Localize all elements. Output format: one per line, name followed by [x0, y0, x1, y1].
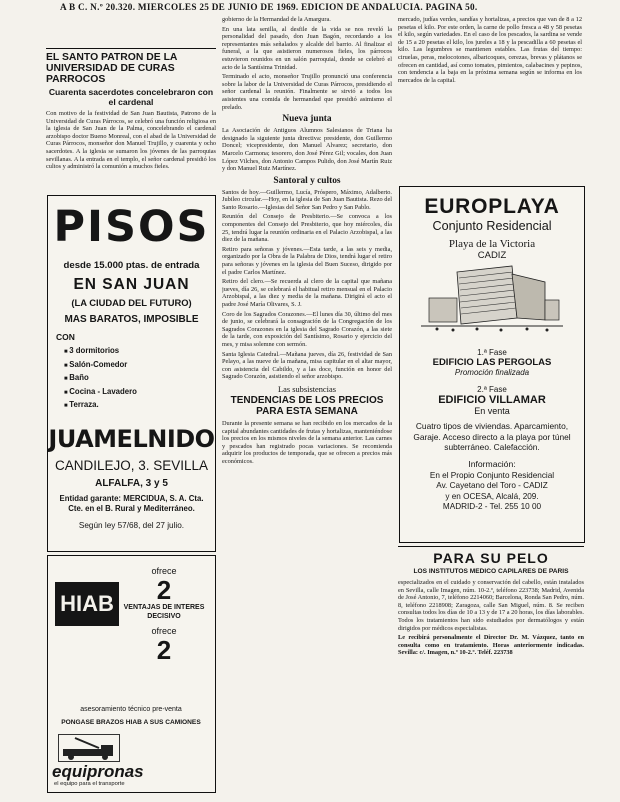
middle-paragraph-1: En una lata senilla, al desfile de la vida se nos reveló la personalidad del pasado, don Juan Bagón, recordando a los representantes más señalados y alcalde del barrio. Al finalizar el funeral, a la que asistieron numerosos fieles, los párrocos estuvieron reunidos en un salón parroquial, donde se celebró el acto de la Santísima Trinidad. — [222, 25, 392, 71]
bullet-icon: ■ — [64, 349, 70, 355]
pisos-location: EN SAN JUAN — [73, 276, 190, 293]
pisos-alfalfa: ALFALFA, 3 y 5 — [95, 477, 168, 489]
pelo-rule — [398, 546, 584, 547]
europlaya-building-illustration — [417, 264, 567, 334]
saints-body: Santos de hoy.—Guillermo, Lucía, Próspero, Máximo, Adalberto. Jubileo circular.—Hoy, en la iglesia de San Juan Bautista. Rezo del Santo Rosario.—Iglesias del Señor San Pedro y San Pablo. — [222, 188, 392, 211]
hiab-crane-image — [58, 734, 120, 762]
truck-crane-icon — [59, 735, 119, 761]
europlaya-office-2: Av. Cayetano del Toro - CADIZ — [436, 481, 548, 491]
pisos-address: CANDILEJO, 3. SEVILLA — [54, 457, 209, 473]
retreat-body: Retiro para señoras y jóvenes.—Esta tarde, a las seis y media, organizado por la Obra de la Palabra de Dios, tendrá lugar el retiro para señoras y jóvenes en la iglesia del Buen Suceso, dirigido por el padre Carlos Martínez. — [222, 245, 392, 276]
article-body: Con motivo de la festividad de San Juan Bautista, Patrono de la Universidad de Curas Párrocos, se celebró una función religiosa en la iglesia de San Juan de la Palma, concelebrando el cardenal arzobispo doctor Bueno Monreal, con el abad de la Universidad de Curas Párrocos, monseñor don Manuel Trujillo, y cuarenta y ocho sacerdotes. A la iglesia se sumaron los jóvenes de las parroquias sevillanas. A la entrada en el templo, el señor cardenal presidió los cultos y administró la comunión a muchos fieles. — [46, 110, 216, 171]
europlaya-building2: EDIFICIO VILLAMAR — [438, 394, 546, 406]
pelo-body: especializados en el cuidado y conservación del cabello, están instalados en Sevilla, calle Imagen, núm. 10-2.º, teléfono 223738; Madrid, Avenida de José Antonio, 7, teléfono 2214060; Barcelona, Ronda San Pedro, núm. 8, teléfono 2218908; Zaragoza, calle San Miguel, núm. 8. Se reciben consultas todos los días de 10 a 13 y de 17 a 20 horas, los días laborables. Todos los tratamientos han sido estudiados por dermatólogos y están dirigidos por médicos especialistas. — [398, 579, 584, 632]
europlaya-office-4: MADRID-2 - Tel. 255 10 00 — [442, 502, 542, 512]
hiab-offer1-number: 2 — [156, 575, 172, 605]
pisos-con: CON — [56, 332, 75, 342]
clergy-body: Retiro del clero.—Se recuerda al clero de la capital que mañana jueves, día 26, se celebrará el habitual retiro mensual en el Palacio Arzobispal, a las diez y media de la mañana. Dirigirá el acto el padre José María Olivares, S. J. — [222, 278, 392, 308]
middle-column — [222, 16, 392, 796]
hiab-offer1-desc: VENTAJAS DE INTERES DECISIVO — [123, 604, 205, 620]
bullet-icon: ■ — [64, 376, 70, 383]
pisos-feature-item — [64, 345, 215, 359]
article-rule — [46, 48, 216, 49]
page-header: A B C. N.º 20.320. MIERCOLES 25 DE JUNIO DE 1969. EDICION DE ANDALUCIA. PAGINA 50. — [60, 2, 478, 12]
europlaya-description: Cuatro tipos de viviendas. Aparcamiento, Garaje. Acceso directo a la playa por túnel subterráneo. Calefacción. — [413, 421, 571, 452]
subsistencias-headline: TENDENCIAS DE LOS PRECIOS PARA ESTA SEMANA — [230, 394, 384, 417]
new-board-body: La Asociación de Antiguos Alumnos Salesianos de Triana ha designado la siguiente junta directiva: presidente, don Guillermo Doncel; vicepresidente, don Manuel Alvarez; secretario, don Marcelo Carmona; tesorero, don José Pérez Gil; vocales, don Juan López Vilches, don Antonio Campos Pulido, don José Martín Ruiz y don Manuel Ruiz Martínez. — [222, 127, 392, 173]
bullet-icon: ■ — [64, 389, 70, 396]
building-icon — [417, 264, 567, 334]
pelo-title: PARA SU PELO — [433, 550, 549, 566]
article-headline: EL SANTO PATRON DE LA UNIVERSIDAD DE CURAS PARROCOS — [46, 52, 178, 85]
europlaya-phase1: 1.ª Fase — [477, 348, 507, 357]
cathedral-body: Santa Iglesia Catedral.—Mañana jueves, día 26, festividad de San Pelayo, a las nueve de la mañana, misa capitular en el altar mayor, con asistencia del Cabildo, y a las doce, función en honor del Sagrado Corazón, asistiendo el señor arzobispo. — [222, 350, 392, 381]
europlaya-subtitle: Conjunto Residencial — [432, 219, 552, 233]
hiab-logo: HIAB — [55, 582, 119, 626]
pisos-feature-item — [64, 386, 215, 400]
europlaya-phase2: 2.ª Fase — [477, 385, 507, 394]
pelo-advertisement — [398, 546, 584, 796]
pisos-law: Según ley 57/68, del 27 julio. — [78, 520, 185, 530]
left-article — [46, 48, 216, 193]
europlaya-promo: Promoción finalizada — [454, 368, 530, 377]
pisos-feature-label: Terraza. — [69, 400, 99, 410]
right-article-top — [398, 16, 582, 180]
hiab-offer2-label: ofrece — [151, 626, 177, 636]
pelo-subtitle: LOS INSTITUTOS MEDICO CAPILARES DE PARIS — [413, 568, 569, 575]
pisos-feature-label: Cocina - Lavadero — [69, 386, 137, 396]
bullet-icon: ■ — [64, 403, 70, 410]
pisos-feature-label: Salón-Comedor — [69, 359, 128, 369]
europlaya-title: EUROPLAYA — [424, 195, 560, 218]
europlaya-sale: En venta — [474, 406, 510, 416]
hiab-offer-block — [122, 566, 206, 696]
pisos-feature-item — [64, 399, 215, 413]
pisos-brand-logo: JUAMELNIDO — [48, 424, 215, 453]
pisos-cheaper: MAS BARATOS, IMPOSIBLE — [64, 314, 199, 325]
middle-paragraph-2: Terminado el acto, monseñor Trujillo pronunció una conferencia sobre la labor de la Universidad de Curas Párrocos, presidiendo el señor cardenal la reunión. Finalmente se sirvió a todos los asistentes una comida de hermandad que presidió asimismo el prelado. — [222, 73, 392, 111]
europlaya-info-label: Información: — [468, 458, 516, 469]
right-article-body: mercado, judías verdes, sandías y hortalizas, a precios que van de 8 a 12 pesetas el kilo. Por este orden, la carne de pollo fresca a 48 y 58 pesetas el kilo, según variedades. En el caso de los pescados, la sardina se vende de 15 a 20 pesetas el kilo, los jureles a 18 y la pescadilla a 60 pesetas el kilo. Las legumbres se mantienen estables. Las frutas del tiempo: ciruelas, peras, melocotones, albaricoques, cerezas, brevas y plátanos se ofrecen en cantidad, así como tomates, pimientos, calabacines y pepinos, con tendencia a la baja en la próxima semana según se informa en los mercados de la capital. — [398, 16, 582, 84]
hiab-dealer-addr: el equipo para el transporte — [54, 781, 125, 787]
hiab-offer1-label: ofrece — [151, 566, 177, 576]
pisos-feature-item — [64, 372, 215, 386]
new-board-title: Nueva junta — [282, 114, 332, 125]
pisos-advertisement — [47, 195, 216, 552]
middle-col-top: gobierno de la Hermandad de la Amargura. — [222, 16, 331, 23]
europlaya-advertisement — [399, 186, 585, 543]
europlaya-office-3: y en OCESA, Alcalá, 209. — [445, 491, 539, 501]
pisos-tagline: (LA CIUDAD DEL FUTURO) — [71, 297, 192, 308]
hiab-slogan: PONGASE BRAZOS HIAB A SUS CAMIONES — [61, 719, 201, 726]
europlaya-office-1: En el Propio Conjunto Residencial — [429, 470, 555, 480]
hiab-offer2-number: 2 — [156, 635, 172, 665]
pelo-closing: Le recibirá personalmente el Director Dr. M. Vázquez, tanto en consulta como en tratamiento. Horas anteriormente indicadas. Sevilla: c/. Imagen, n.º 10-2.º. Teléf. 223738 — [398, 634, 584, 657]
europlaya-city: CADIZ — [477, 250, 507, 261]
pisos-feature-label: 3 dormitorios — [69, 346, 120, 355]
council-body: Reunión del Consejo de Presbiterio.—Se convoca a los componentes del Consejo del Presbiterio, que hoy miércoles, día 25, tendrá lugar la reunión ordinaria en el Palacio Arzobispal, a las diez de la mañana. — [222, 213, 392, 244]
hiab-service: asesoramiento técnico pre-venta — [80, 706, 182, 713]
bullet-icon: ■ — [64, 362, 70, 369]
pisos-feature-label: Baño — [69, 373, 89, 383]
article-subhead: Cuarenta sacerdotes concelebraron con el cardenal — [48, 87, 214, 107]
pisos-feature-item — [64, 359, 215, 373]
saints-title: Santoral y cultos — [273, 175, 341, 186]
europlaya-beach: Playa de la Victoria — [448, 238, 536, 250]
sacred-heart-body: Coro de los Sagrados Corazones.—El lunes día 30, último del mes de junio, se celebrará la consagración de la Congregación de los Sagrados Corazones en la iglesia del Sagrado Corazón, a las siete de la tarde, con exposición del Santísimo, Rosario y ejercicio del mes, y misa solemne con sermón. — [222, 310, 392, 348]
pisos-feature-list — [64, 345, 215, 413]
hiab-advertisement — [47, 555, 216, 793]
hiab-dealer-logo: equipronas — [52, 762, 144, 781]
pisos-title: PISOS — [53, 202, 210, 252]
subsistencias-label: Las subsistencias — [278, 384, 336, 394]
europlaya-building1: EDIFICIO LAS PERGOLAS — [432, 357, 552, 368]
subsistencias-body: Durante la presente semana se han recibido en los mercados de la capital abundantes cantidades de frutas y hortalizas, manteniéndose los precios en los mismos niveles de la semana anterior. Las carnes y pescados han registrado pocas variaciones. Se recomienda adquirir los productos de temporada, que se ofrecen a precios más económicos. — [222, 419, 392, 465]
pisos-guarantee: Entidad garante: MERCIDUA, S. A. Cta. Cte. en el B. Rural y Mediterráneo. — [59, 493, 204, 514]
pisos-price: desde 15.000 ptas. de entrada — [63, 260, 200, 271]
